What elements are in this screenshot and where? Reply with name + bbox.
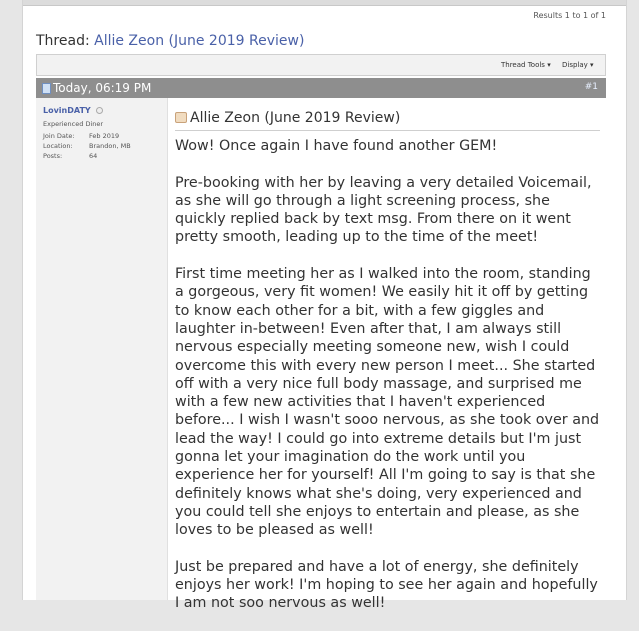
display-label: Display bbox=[562, 61, 588, 69]
location-label: Location: bbox=[43, 142, 73, 150]
post-paragraph: Pre-booking with her by leaving a very detailed Voicemail, as she will go through a light screening process, she quickly replied back by text msg. From there on it went pretty smooth, leading up to the time of the meet! bbox=[175, 174, 592, 246]
post-title: Allie Zeon (June 2019 Review) bbox=[190, 110, 401, 126]
thread-toolbar bbox=[36, 54, 606, 76]
post-number-link[interactable]: #1 bbox=[584, 82, 598, 92]
posts-label: Posts: bbox=[43, 152, 63, 160]
offline-status-icon bbox=[96, 107, 103, 114]
join-date-value: Feb 2019 bbox=[89, 132, 120, 140]
thread-heading bbox=[36, 33, 304, 49]
thread-tools-menu[interactable] bbox=[501, 61, 551, 69]
display-menu[interactable] bbox=[562, 61, 594, 69]
thread-label: Thread: bbox=[36, 33, 90, 49]
user-title: Experienced Diner bbox=[43, 120, 104, 128]
top-bar bbox=[23, 0, 626, 6]
location-row bbox=[43, 142, 131, 150]
post-date: Today, 06:19 PM bbox=[53, 81, 152, 95]
post-content bbox=[175, 108, 600, 631]
chevron-down-icon: ▾ bbox=[547, 61, 551, 69]
post-paragraph: Wow! Once again I have found another GEM! bbox=[175, 138, 498, 154]
post-paragraph: First time meeting her as I walked into the room, standing a gorgeous, very fit women! We easily hit it off by getting to know each other for a bit, with a few giggles and laughter in-between! Even after that, I am always still nervous especially meeting someone new, wish I could overcome this with every new person I meet... She started off with a very nice full body massage, and surprised me with a few new activities that I haven't experienced before... I wish I wasn't sooo nervous, as she took over and lead the way! I could go into extreme details but I'm just gonna let your imagination do the work until you experience her for yourself! All I'm going to say is that she definitely knows what she's doing, very experienced and you could tell she enjoys to entertain and please, as she loves to be pleased as well! bbox=[175, 266, 600, 539]
post-icon bbox=[175, 112, 187, 123]
username-link[interactable]: LovinDATY bbox=[43, 106, 91, 115]
post-paragraph: Just be prepared and have a lot of energy, she definitely enjoys her work! I'm hoping to see her again and hopefully I am not soo nervous as well! bbox=[175, 558, 598, 612]
thread-tools-label: Thread Tools bbox=[501, 61, 545, 69]
posts-value: 64 bbox=[89, 152, 98, 160]
posts-row bbox=[43, 152, 98, 160]
post-header bbox=[36, 78, 606, 98]
user-info-panel bbox=[36, 98, 168, 600]
results-count: Results 1 to 1 of 1 bbox=[533, 11, 606, 20]
join-date-row bbox=[43, 132, 120, 140]
thread-title-link[interactable]: Allie Zeon (June 2019 Review) bbox=[94, 33, 305, 49]
post-document-icon bbox=[42, 83, 51, 94]
post-body bbox=[175, 137, 600, 613]
location-value: Brandon, MB bbox=[89, 142, 131, 150]
page-container bbox=[22, 0, 627, 612]
chevron-down-icon: ▾ bbox=[590, 61, 594, 69]
join-date-label: Join Date: bbox=[43, 132, 75, 140]
post-title-row bbox=[175, 108, 600, 131]
